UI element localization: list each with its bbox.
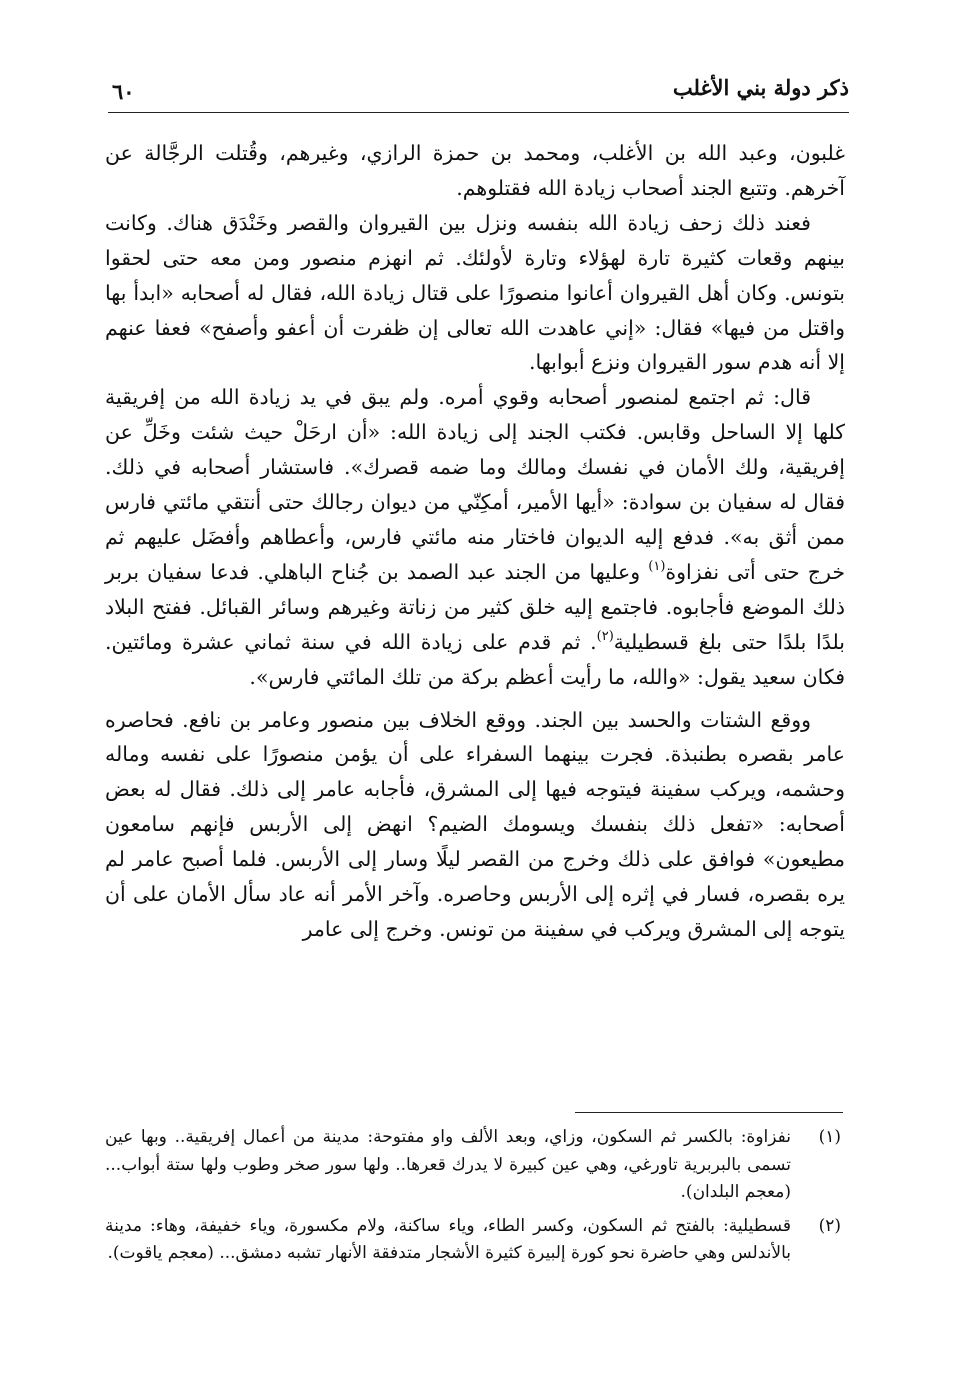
footnote-2-number: (٢): [818, 1215, 841, 1236]
paragraph-3-part-b: وعليها من الجند عبد الصمد بن جُناح الباهلي. فدعا سفيان بربر ذلك الموضع فأجابوه. فاجتمع إليه خلق كثير من زناتة وغيرهم وسائر القبائل. ففتح البلاد بلدًا بلدًا حتى بلغ قسطيلية: [105, 559, 845, 654]
footnote-2-text: قسطيلية: بالفتح ثم السكون، وكسر الطاء، وياء ساكنة، ولام مكسورة، وياء خفيفة، وهاء: مدينة بالأندلس وهي حاضرة نحو كورة إلبيرة كثيرة الأشجار متدفقة الأنهار تشبه دمشق... (معجم ياقوت).: [105, 1215, 791, 1263]
page-header: [108, 72, 849, 113]
footnote-1: [105, 1124, 845, 1207]
main-text: [105, 136, 845, 947]
paragraph-3: [105, 380, 845, 694]
paragraph-2: فعند ذلك زحف زيادة الله بنفسه ونزل بين القيروان والقصر وخَنْدَق هناك. وكانت بينهم وقعات كثيرة تارة لهؤلاء وتارة لأولئك. ثم انهزم منصور ومن معه حتى لحقوا بتونس. وكان أهل القيروان أعانوا منصورًا على قتال زيادة الله، فقال له أصحابه «ابدأ بها واقتل من فيها» فقال: «إني عاهدت الله تعالى إن ظفرت أن أعفو وأصفح» فعفا عنهم إلا أنه هدم سور القيروان ونزع أبوابها.: [105, 210, 845, 375]
running-title: ذكر دولة بني الأغلب: [672, 75, 849, 100]
page-number: ٦٠: [112, 79, 135, 104]
paragraph-3-part-c: . ثم قدم على زيادة الله في سنة ثماني عشرة ومائتين. فكان سعيد يقول: «والله، ما رأيت أعظم بركة من تلك المائتي فارس».: [105, 629, 845, 689]
footnote-reference-1: (١): [648, 558, 666, 574]
footnotes: [105, 1124, 845, 1274]
paragraph-4: ووقع الشتات والحسد بين الجند. ووقع الخلاف بين منصور وعامر بن نافع. فحاصره عامر بقصره بطنبذة. فجرت بينهما السفراء على أن يؤمن منصورًا على نفسه وماله وحشمه، ويركب سفينة فيتوجه فيها إلى المشرق، فأجابه عامر إلى ذلك. فقال له بعض أصحابه: «تفعل ذلك بنفسك ويسومك الضيم؟ انهض إلى الأربس فإنهم سامعون مطيعون» فوافق على ذلك وخرج من القصر ليلًا وسار إلى الأربس. فلما أصبح عامر لم يره بقصره، فسار في إثره إلى الأربس وحاصره. وآخر الأمر أنه عاد سأل الأمان على أن يتوجه إلى المشرق ويركب في سفينة من تونس. وخرج إلى عامر: [105, 707, 845, 941]
paragraph-1: غلبون، وعبد الله بن الأغلب، ومحمد بن حمزة الرازي، وغيرهم، وقُتلت الرجَّالة عن آخرهم. وتتبع الجند أصحاب زيادة الله فقتلوهم.: [105, 141, 845, 200]
footnote-separator: [575, 1112, 843, 1113]
footnote-reference-2: (٢): [596, 628, 614, 644]
footnote-1-number: (١): [818, 1127, 841, 1147]
footnote-2: [105, 1213, 845, 1268]
paragraph-3-part-a: قال: ثم اجتمع لمنصور أصحابه وقوي أمره. ولم يبق في يد زيادة الله من إفريقية كلها إلا الساحل وقابس. فكتب الجند إلى زيادة الله: «أن ارحَلْ حيث شئت وخَلِّ عن إفريقية، ولك الأمان في نفسك ومالك وما ضمه قصرك». فاستشار أصحابه في ذلك. فقال له سفيان بن سوادة: «أيها الأمير، أمكِنّي من ديوان رجالك حتى أنتقي مائتي فارس ممن أثق به». فدفع إليه الديوان فاختار منه مائتي فارس، وأعطاهم وأفضَل عليهم ثم خرج حتى أتى نفزاوة: [105, 385, 846, 584]
footnote-1-text: نفزاوة: بالكسر ثم السكون، وزاي، وبعد الألف واو مفتوحة: مدينة من أعمال إفريقية.. وبها عين تسمى بالبربرية تاورغي، وهي عين كبيرة لا يدرك قعرها.. ولها سور صخر وطوب ولها ستة أبواب... (معجم البلدان).: [105, 1127, 791, 1202]
